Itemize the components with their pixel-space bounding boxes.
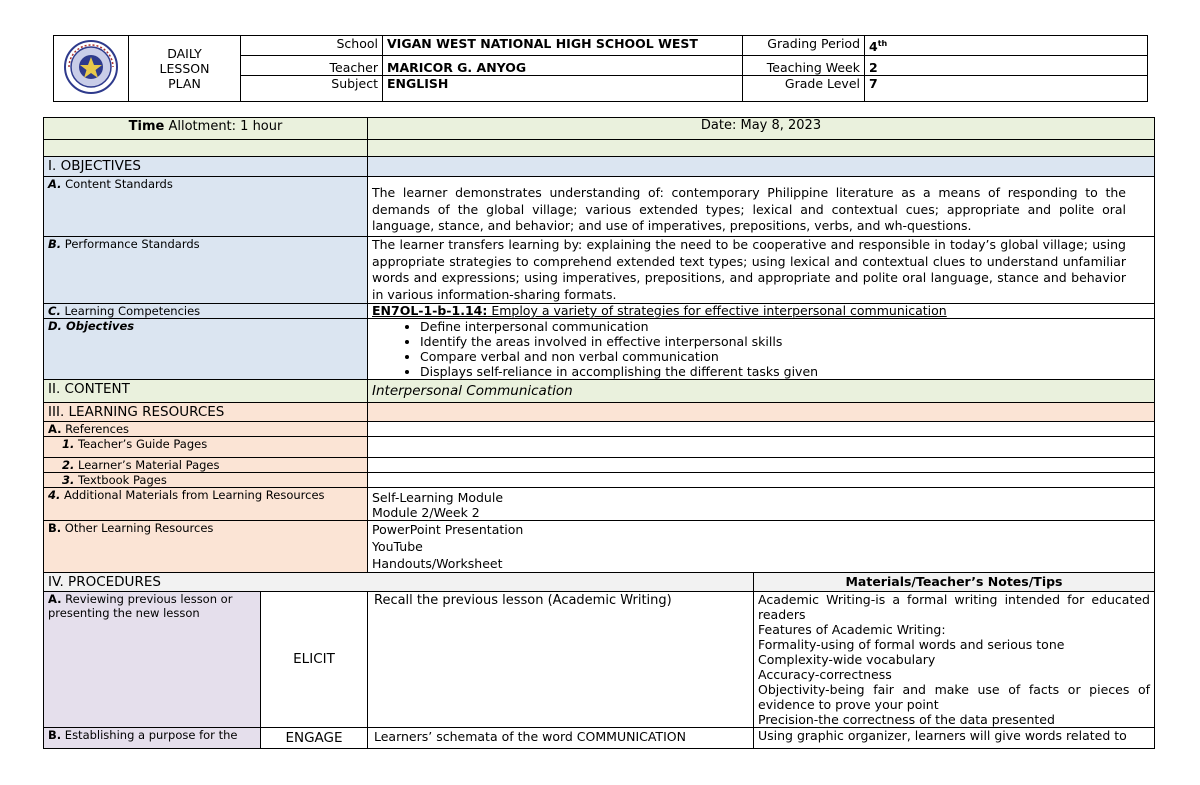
teacher-label: Teacher — [241, 56, 383, 76]
school-value: VIGAN WEST NATIONAL HIGH SCHOOL WEST — [383, 36, 743, 56]
procedure-a-activity: Recall the previous lesson (Academic Writing) — [368, 592, 754, 728]
content-heading: II. CONTENT — [44, 380, 368, 403]
procedure-a-label: A. Reviewing previous lesson or presenting the new lesson — [44, 592, 261, 728]
objectives-list — [372, 319, 1150, 379]
notes-heading: Materials/Teacher’s Notes/Tips — [754, 573, 1155, 592]
performance-standards-label: B. Performance Standards — [44, 237, 368, 304]
grading-period-value: 4th — [865, 36, 1148, 56]
procedure-a-notes: Academic Writing-is a formal writing intended for educated readers Features of Academic Writing: Formality-using of formal words and serious tone Complexity-wide vocabulary Accuracy-correctness Objectivity-being fair and make use of facts or pieces of evidence to prove your point Precision-the correctness of the data presented — [754, 592, 1155, 728]
procedures-heading: IV. PROCEDURES — [44, 573, 754, 592]
other-resources-row — [44, 521, 1155, 573]
school-label: School — [241, 36, 383, 56]
content-standards-text: The learner demonstrates understanding of: contemporary Philippine literature as a means of responding to the demands of the global village; various extended types; lexical and contextual cues; appropriate and polite oral language, stance, and behavior; and use of imperatives, prepositions, verbs, and wh-questions. — [368, 177, 1155, 237]
other-resources-value: PowerPoint Presentation YouTube Handouts/Worksheet — [368, 521, 1155, 573]
resources-heading: III. LEARNING RESOURCES — [44, 403, 368, 422]
teachers-guide-label: 1. Teacher’s Guide Pages — [44, 437, 368, 458]
content-row — [44, 380, 1155, 403]
additional-materials-label: 4. Additional Materials from Learning Resources — [44, 488, 368, 521]
objectives-list-cell — [368, 319, 1155, 380]
procedures-heading-row — [44, 573, 1155, 592]
plan-title-line-2: LESSON — [159, 61, 210, 76]
plan-title-line-1: DAILY — [167, 46, 202, 61]
procedure-b-label: B. Establishing a purpose for the — [44, 728, 261, 749]
procedure-a-phase: ELICIT — [261, 592, 368, 728]
content-standards-row — [44, 177, 1155, 237]
grade-level-label: Grade Level — [743, 75, 865, 101]
plan-title — [129, 36, 241, 102]
textbook-label: 3. Textbook Pages — [44, 473, 368, 488]
procedure-b-row — [44, 728, 1155, 749]
performance-standards-text: The learner transfers learning by: explaining the need to be cooperative and responsible in today’s global village; using appropriate strategies to comprehend extended text types; using lexical and contextual clues to understand unfamiliar words and expressions; using imperatives, prepositions, and appropriate and polite oral language, stance and behavior in various information-sharing formats. — [368, 237, 1155, 304]
objectives-heading: I. OBJECTIVES — [44, 157, 368, 177]
teaching-week-label: Teaching Week — [743, 56, 865, 76]
learning-competencies-label: C. Learning Competencies — [44, 304, 368, 319]
objective-item: • Identify the areas involved in effective interpersonal skills — [420, 334, 1150, 349]
learners-material-label: 2. Learner’s Material Pages — [44, 458, 368, 473]
references-label: A. References — [44, 422, 368, 437]
plan-title-line-3: PLAN — [168, 76, 201, 91]
objectives-heading-row — [44, 157, 1155, 177]
procedure-b-activity: Learners’ schemata of the word COMMUNICATION — [368, 728, 754, 749]
date: Date: May 8, 2023 — [368, 118, 1155, 140]
content-value: Interpersonal Communication — [368, 380, 1155, 403]
procedure-a-row — [44, 592, 1155, 728]
teachers-guide-row — [44, 437, 1155, 458]
deped-seal-cell — [54, 36, 129, 102]
learners-material-row — [44, 458, 1155, 473]
header-table — [53, 35, 1148, 102]
additional-materials-row — [44, 488, 1155, 521]
other-resources-label: B. Other Learning Resources — [44, 521, 368, 573]
learning-competencies-text: EN7OL-1-b-1.14: Employ a variety of strategies for effective interpersonal communication — [368, 304, 1155, 319]
content-standards-label: A. Content Standards — [44, 177, 368, 237]
deped-seal-icon — [60, 38, 122, 96]
objective-item: • Displays self-reliance in accomplishing the different tasks given — [420, 364, 1150, 379]
grade-level-value: 7 — [865, 75, 1148, 101]
performance-standards-row — [44, 237, 1155, 304]
learning-competencies-row — [44, 304, 1155, 319]
time-allotment: Time Allotment: 1 hour — [44, 118, 368, 140]
objective-item: • Compare verbal and non verbal communication — [420, 349, 1150, 364]
subject-label: Subject — [241, 75, 383, 101]
procedure-b-phase: ENGAGE — [261, 728, 368, 749]
additional-materials-value: Self-Learning Module Module 2/Week 2 — [368, 488, 1155, 521]
objectives-row — [44, 319, 1155, 380]
references-row — [44, 422, 1155, 437]
textbook-row — [44, 473, 1155, 488]
time-date-row — [44, 118, 1155, 140]
resources-heading-row — [44, 403, 1155, 422]
grading-period-label: Grading Period — [743, 36, 865, 56]
spacer-row — [44, 140, 1155, 157]
teacher-value: MARICOR G. ANYOG — [383, 56, 743, 76]
objective-item: • Define interpersonal communication — [420, 319, 1150, 334]
procedure-b-notes: Using graphic organizer, learners will give words related to — [754, 728, 1155, 749]
teaching-week-value: 2 — [865, 56, 1148, 76]
lesson-plan-table — [43, 117, 1155, 749]
objectives-label: D. Objectives — [44, 319, 368, 380]
subject-value: ENGLISH — [383, 75, 743, 101]
